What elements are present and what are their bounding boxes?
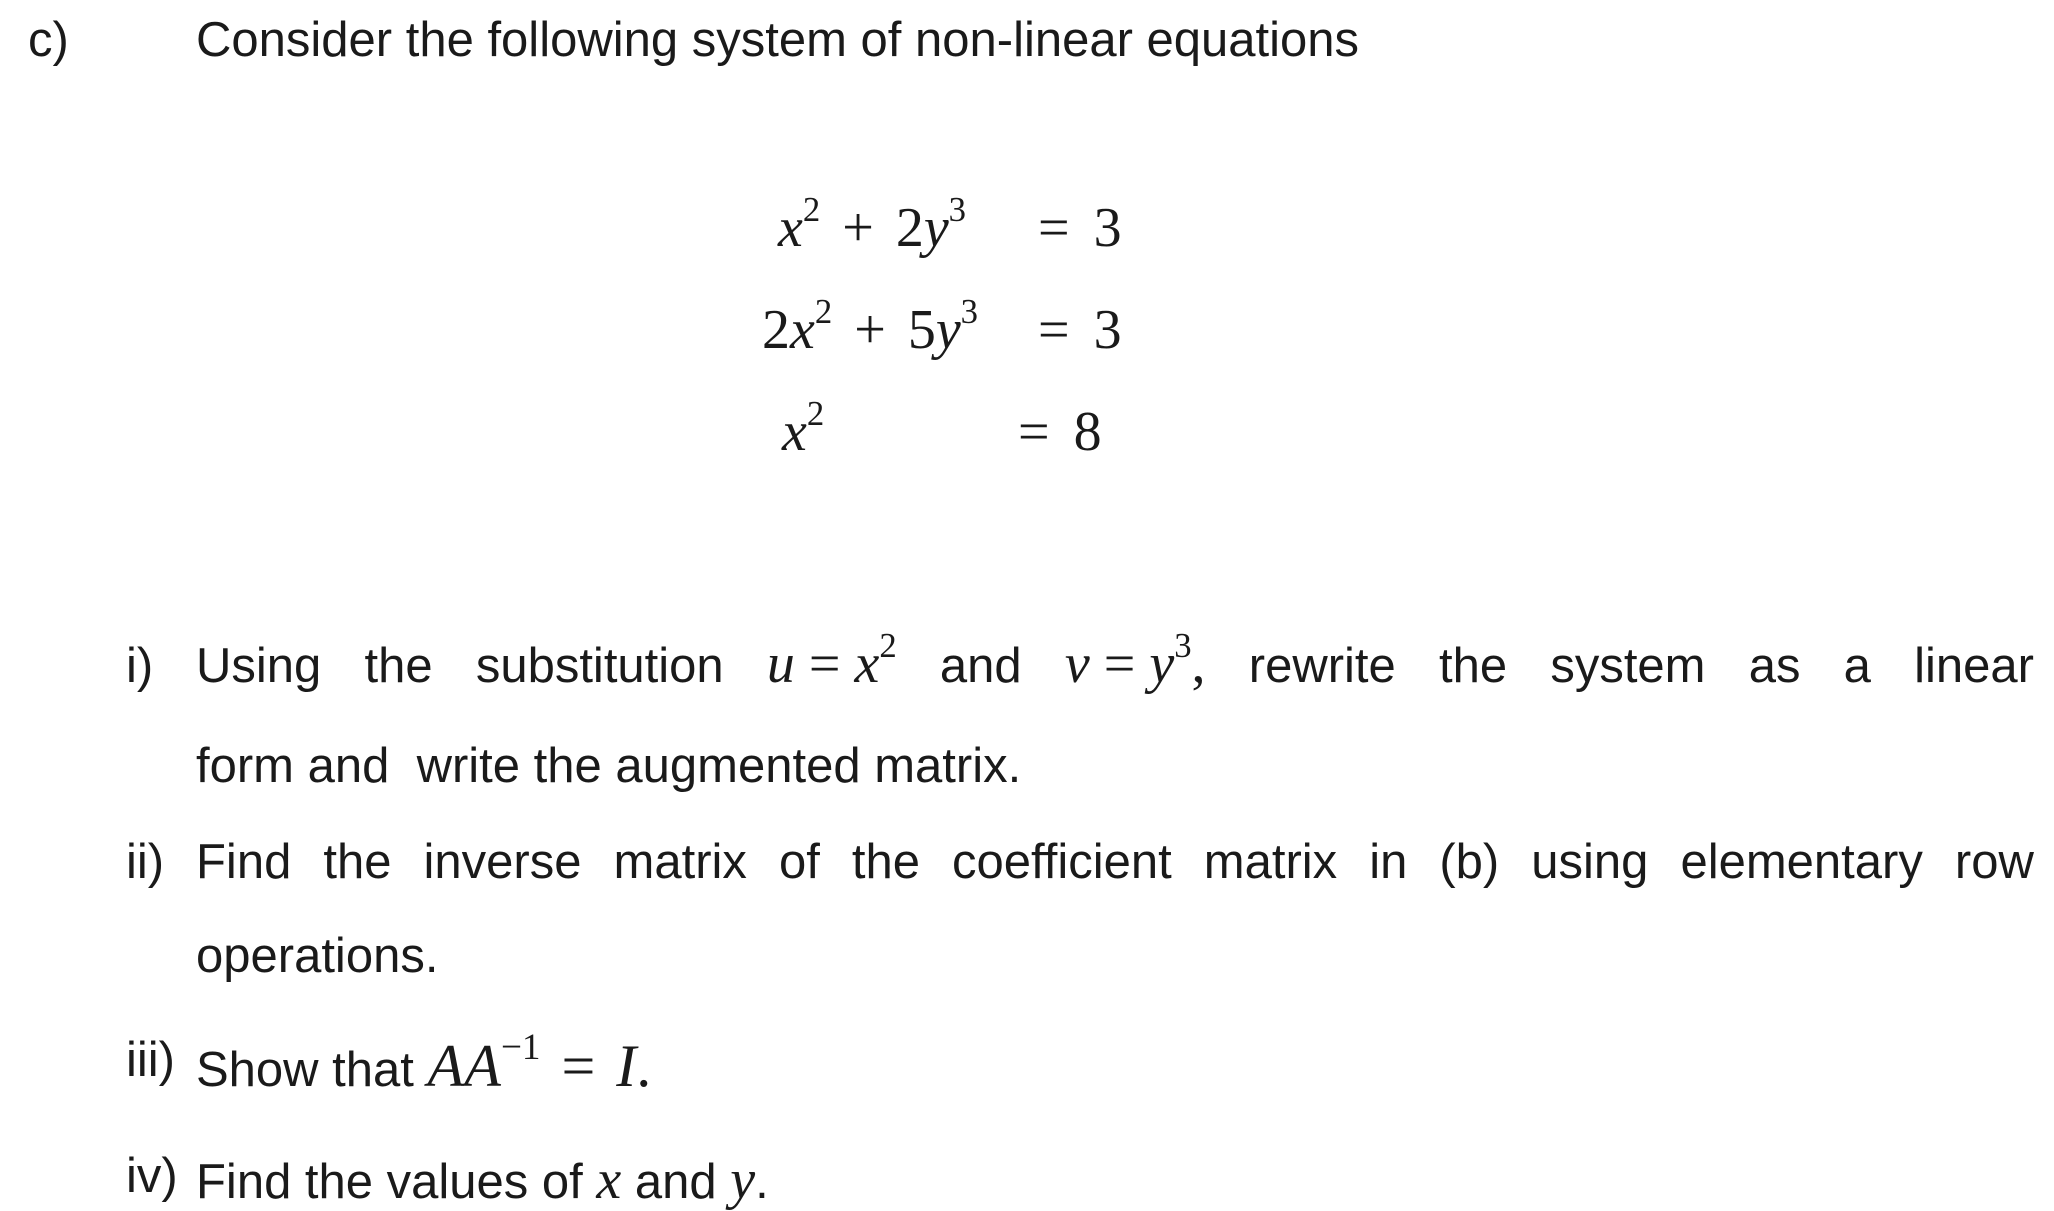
q1-word: a [1843,639,1871,693]
eq1-x: x [778,197,803,259]
eq2-plus: + [854,299,886,361]
q1-word: as [1748,639,1801,693]
matrix-aa: AA [427,1033,501,1099]
q2-line-1 [196,835,2034,889]
q2-word: in [1369,835,1408,889]
identity-i: I [616,1033,637,1099]
q1-equals-2: = [1103,633,1136,695]
q2-word: the [323,835,392,889]
equation-3-rhs [1018,401,1102,463]
q1-substitution-u [766,626,897,695]
eq1-rhs: 3 [1093,197,1122,259]
eq1-x-exp: 2 [802,190,821,230]
q2-word: inverse [423,835,582,889]
q2-line-2: operations. [196,929,439,983]
q1-label: i) [126,639,154,693]
q4-text: Find the values of [196,1155,583,1209]
q2-word: matrix [613,835,747,889]
var-x-q4: x [596,1149,622,1211]
var-v: v [1064,633,1090,695]
eq2-y-exp: 3 [960,292,979,332]
equation-3 [782,394,825,463]
q1-substitution-v [1064,626,1206,695]
q3-expression [427,1027,652,1099]
eq2-x-coef: 2 [762,299,790,361]
q2-word: row [1954,835,2034,889]
q3-label: iii) [126,1033,175,1087]
q1-word: system [1550,639,1706,693]
q1-word: substitution [475,639,724,693]
q1-equals-1: = [808,633,841,695]
q1-and-word: and [939,639,1022,693]
eq1-y-exp: 3 [948,190,967,230]
q4-period: . [755,1155,769,1209]
q1-word: the [1438,639,1508,693]
equation-2 [762,292,979,361]
eq2-rhs: 3 [1093,299,1122,361]
var-y: y [1149,633,1175,695]
q3-text: Show that [196,1043,414,1097]
eq1-y-coef: 2 [895,197,924,259]
eq2-x-exp: 2 [814,292,833,332]
q2-word: matrix [1203,835,1338,889]
equation-1-rhs [1038,197,1122,259]
intro-text: Consider the following system of non-linear equations [196,13,1360,67]
q1-line-1 [196,626,2034,695]
inverse-exp: −1 [500,1027,541,1069]
q3-equals: = [561,1033,596,1099]
var-y-exp: 3 [1174,626,1192,666]
eq2-y: y [935,299,961,361]
eq2-y-coef: 5 [907,299,936,361]
q1-word: Using [196,639,322,693]
equation-1 [778,190,967,259]
eq3-equals: = [1018,401,1050,463]
q2-word: coefficient [952,835,1172,889]
q1-line-2: form and write the augmented matrix. [196,739,1022,793]
q4-line [196,1149,769,1211]
q2-word: (b) [1439,835,1500,889]
part-label: c) [28,13,69,67]
var-x: x [854,633,880,695]
equation-2-rhs [1038,299,1122,361]
q2-word: using [1531,835,1649,889]
var-x-exp: 2 [879,626,897,666]
q1-comma: , [1191,633,1206,695]
q2-label: ii) [126,835,165,889]
q1-word: the [364,639,433,693]
var-y-q4: y [730,1149,756,1211]
eq3-x: x [782,401,807,463]
eq1-plus: + [842,197,874,259]
q4-label: iv) [126,1149,178,1203]
q3-line [196,1027,652,1099]
q3-period: . [636,1033,652,1099]
q1-word: linear [1914,639,2034,693]
q2-word: elementary [1680,835,1923,889]
eq3-rhs: 8 [1073,401,1102,463]
q4-and: and [634,1155,717,1209]
q2-word: the [851,835,920,889]
eq1-y: y [923,197,949,259]
q1-word: rewrite [1248,639,1396,693]
eq2-equals: = [1038,299,1070,361]
q2-word: Find [196,835,292,889]
var-u: u [766,633,795,695]
eq2-x: x [790,299,815,361]
eq3-x-exp: 2 [806,394,825,434]
eq1-equals: = [1038,197,1070,259]
q2-word: of [778,835,820,889]
